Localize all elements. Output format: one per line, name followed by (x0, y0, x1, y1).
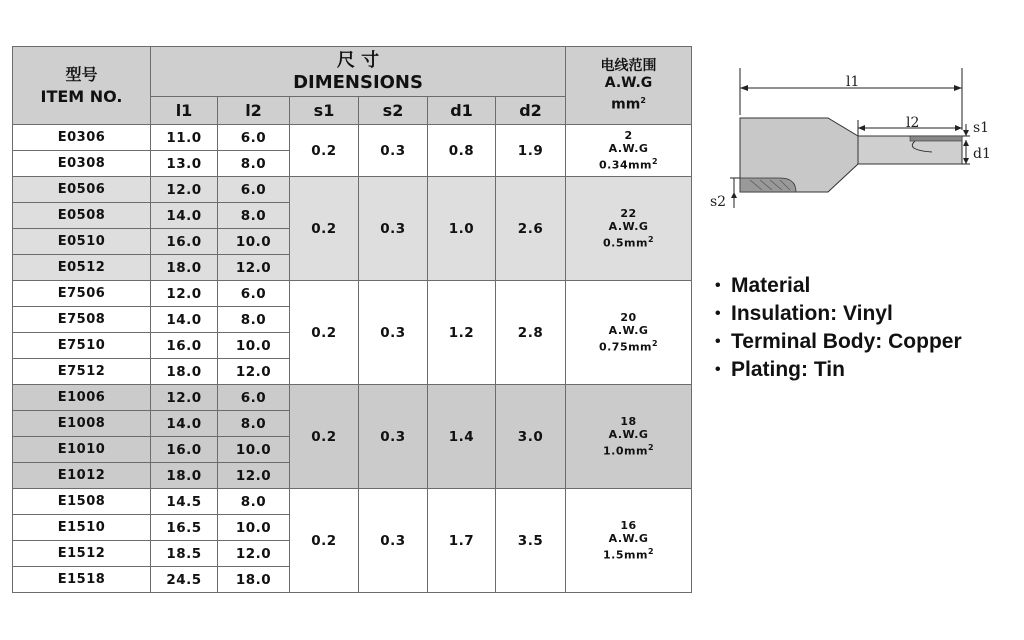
cell-l2: 12.0 (218, 463, 290, 489)
material-item: • Plating: Tin (715, 356, 962, 384)
bullet-icon: • (715, 361, 721, 378)
cell-item: E1012 (13, 463, 151, 489)
cell-l2: 6.0 (218, 125, 290, 151)
cell-d2: 3.5 (496, 489, 566, 593)
table-row (13, 177, 692, 203)
cell-s1: 0.2 (290, 385, 359, 489)
s1-label: s1 (973, 120, 990, 136)
bullet-icon: • (715, 305, 721, 322)
awg-label: A.W.G (608, 428, 649, 442)
cell-l1: 14.0 (151, 307, 218, 333)
cell-l1: 14.0 (151, 411, 218, 437)
cell-wire-range (566, 489, 692, 593)
col-header-l1: l1 (151, 97, 218, 125)
cell-l1: 11.0 (151, 125, 218, 151)
wire-range-header (566, 47, 692, 125)
wire-range-header-cn: 电线范围 (600, 57, 657, 74)
cell-l1: 16.5 (151, 515, 218, 541)
table-row (13, 125, 692, 151)
cell-s2: 0.3 (359, 385, 428, 489)
dimensions-header-en: DIMENSIONS (293, 71, 423, 93)
bullet-icon: • (715, 333, 721, 350)
cell-item: E1008 (13, 411, 151, 437)
cell-l1: 14.5 (151, 489, 218, 515)
awg-label: A.W.G (608, 220, 649, 234)
ferrule-drawing (700, 60, 1010, 220)
bullet-icon: • (715, 277, 721, 294)
cell-s1: 0.2 (290, 281, 359, 385)
awg-number: 2 (624, 129, 633, 143)
cell-l1: 18.0 (151, 255, 218, 281)
awg-label: A.W.G (608, 532, 649, 546)
cell-item: E1010 (13, 437, 151, 463)
cell-s2: 0.3 (359, 177, 428, 281)
cell-item: E0306 (13, 125, 151, 151)
awg-number: 20 (620, 311, 637, 325)
cell-l2: 6.0 (218, 281, 290, 307)
cell-item: E0506 (13, 177, 151, 203)
cell-s1: 0.2 (290, 489, 359, 593)
cell-l2: 12.0 (218, 541, 290, 567)
cell-s1: 0.2 (290, 125, 359, 177)
cell-l1: 24.5 (151, 567, 218, 593)
awg-label: A.W.G (608, 324, 649, 338)
table-row (13, 489, 692, 515)
cell-l1: 16.0 (151, 333, 218, 359)
item-no-header-cn: 型号 (65, 64, 98, 84)
dimensions-table-body (13, 125, 692, 593)
cell-l1: 12.0 (151, 281, 218, 307)
cell-item: E1006 (13, 385, 151, 411)
cell-l1: 12.0 (151, 385, 218, 411)
cell-l2: 8.0 (218, 151, 290, 177)
materials-list (715, 272, 962, 384)
cell-s2: 0.3 (359, 489, 428, 593)
cell-wire-range (566, 385, 692, 489)
cell-item: E0510 (13, 229, 151, 255)
col-header-d1: d1 (428, 97, 496, 125)
cell-d1: 0.8 (428, 125, 496, 177)
col-header-s1: s1 (290, 97, 359, 125)
material-item: • Material (715, 272, 962, 300)
cell-l2: 6.0 (218, 385, 290, 411)
wire-area: $0.5mm^2$ (603, 235, 655, 250)
cell-wire-range (566, 125, 692, 177)
cell-d2: 2.8 (496, 281, 566, 385)
table-row (13, 281, 692, 307)
dimensions-header-cn: 尺 寸 (336, 49, 380, 71)
wire-area: $0.75mm^2$ (598, 339, 659, 354)
cell-item: E0508 (13, 203, 151, 229)
cell-s2: 0.3 (359, 281, 428, 385)
cell-d1: 1.0 (428, 177, 496, 281)
cell-item: E0308 (13, 151, 151, 177)
cell-l2: 8.0 (218, 411, 290, 437)
cell-item: E7510 (13, 333, 151, 359)
cell-l2: 10.0 (218, 229, 290, 255)
cell-l1: 18.0 (151, 359, 218, 385)
cell-l1: 13.0 (151, 151, 218, 177)
item-no-header (13, 47, 151, 125)
wire-range-header-awg: A.W.G (604, 74, 653, 91)
cell-l2: 8.0 (218, 203, 290, 229)
cell-d1: 1.7 (428, 489, 496, 593)
cell-s2: 0.3 (359, 125, 428, 177)
cell-d1: 1.4 (428, 385, 496, 489)
s2-label: s2 (710, 194, 727, 210)
wire-range-header-unit: $mm^2$ (611, 95, 646, 113)
cell-item: E1512 (13, 541, 151, 567)
cell-l2: 8.0 (218, 489, 290, 515)
l2-label: l2 (906, 115, 920, 131)
wire-area: $0.34mm^2$ (598, 157, 659, 172)
cell-l2: 18.0 (218, 567, 290, 593)
cell-d1: 1.2 (428, 281, 496, 385)
cell-l1: 18.0 (151, 463, 218, 489)
d1-label: d1 (973, 146, 991, 162)
wire-area: $1.5mm^2$ (603, 547, 655, 562)
cell-item: E7512 (13, 359, 151, 385)
cell-l2: 10.0 (218, 515, 290, 541)
cell-item: E7508 (13, 307, 151, 333)
awg-label: A.W.G (608, 142, 649, 156)
cell-l2: 8.0 (218, 307, 290, 333)
cell-l2: 12.0 (218, 359, 290, 385)
table-row (13, 385, 692, 411)
wire-area: $1.0mm^2$ (603, 443, 655, 458)
cell-d2: 2.6 (496, 177, 566, 281)
dimensions-table (12, 46, 692, 593)
cell-wire-range (566, 281, 692, 385)
cell-wire-range (566, 177, 692, 281)
awg-number: 18 (620, 415, 637, 429)
cell-l1: 12.0 (151, 177, 218, 203)
cell-d2: 1.9 (496, 125, 566, 177)
cell-s1: 0.2 (290, 177, 359, 281)
cell-item: E0512 (13, 255, 151, 281)
cell-item: E7506 (13, 281, 151, 307)
cell-l1: 18.5 (151, 541, 218, 567)
material-item: • Terminal Body: Copper (715, 328, 962, 356)
cell-l1: 16.0 (151, 437, 218, 463)
awg-number: 22 (620, 207, 637, 221)
cell-l2: 10.0 (218, 333, 290, 359)
cell-l1: 16.0 (151, 229, 218, 255)
cell-d2: 3.0 (496, 385, 566, 489)
cell-item: E1518 (13, 567, 151, 593)
cell-item: E1510 (13, 515, 151, 541)
col-header-d2: d2 (496, 97, 566, 125)
cell-l2: 6.0 (218, 177, 290, 203)
material-item: • Insulation: Vinyl (715, 300, 962, 328)
cell-l2: 10.0 (218, 437, 290, 463)
dimensions-header (151, 47, 566, 97)
col-header-s2: s2 (359, 97, 428, 125)
l1-label: l1 (846, 74, 860, 90)
cell-l2: 12.0 (218, 255, 290, 281)
ferrule-diagram (700, 60, 1010, 220)
item-no-header-en: ITEM NO. (40, 86, 123, 106)
cell-l1: 14.0 (151, 203, 218, 229)
awg-number: 16 (620, 519, 637, 533)
cell-item: E1508 (13, 489, 151, 515)
col-header-l2: l2 (218, 97, 290, 125)
